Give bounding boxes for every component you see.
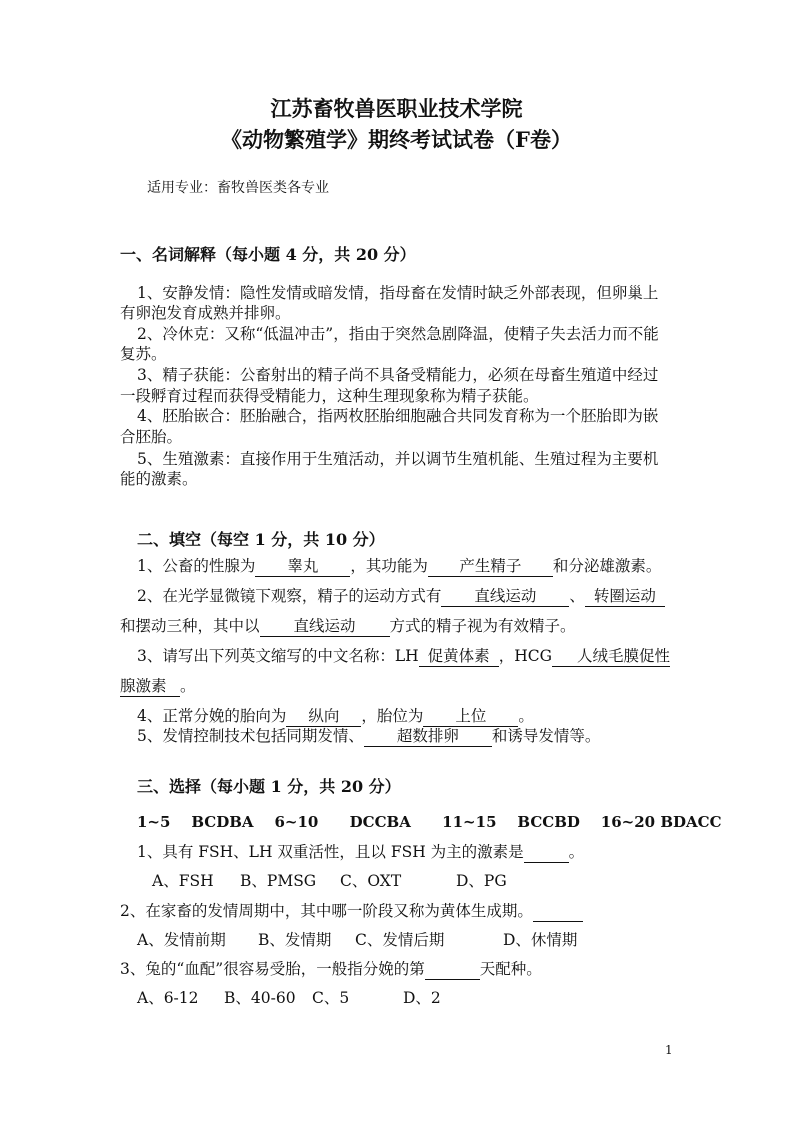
fill-q3-blank2-cont: 腺激素 xyxy=(120,677,180,697)
section1-title: 一、名词解释（每小题 4 分，共 20 分） xyxy=(120,245,416,264)
fill-q2-text-c: 、 xyxy=(569,587,585,605)
choice-q2-blank xyxy=(533,902,583,922)
choice-q2-option-d: D、休情期 xyxy=(503,931,578,949)
fill-q4-text-a: 4、正常分娩的胎向为 xyxy=(137,707,287,725)
fill-q3-blank1: 促黄体素 xyxy=(419,647,499,667)
fill-q3-line1 xyxy=(137,646,670,667)
choice-q1-stem-text: 1、具有 FSH、LH 双重活性，且以 FSH 为主的激素是 xyxy=(137,843,524,861)
fill-q4-blank2: 上位 xyxy=(423,707,518,727)
s1-item2-line2: 复苏。 xyxy=(120,345,167,363)
choice-q3-blank xyxy=(425,960,480,980)
fill-q3-text-d: 。 xyxy=(180,677,196,695)
choice-q2-stem-text: 2、在家畜的发情周期中，其中哪一阶段又称为黄体生成期。 xyxy=(120,902,533,920)
fill-q3-text-a: 3、请写出下列英文缩写的中文名称：LH xyxy=(137,647,419,665)
choice-q3-option-a: A、6-12 xyxy=(137,989,199,1007)
fill-q2-line1 xyxy=(137,586,665,607)
fill-q3-blank2: 人绒毛膜促性 xyxy=(552,647,670,667)
exam-title: 《动物繁殖学》期终考试试卷（F卷） xyxy=(221,127,572,152)
section2-title: 二、填空（每空 1 分，共 10 分） xyxy=(137,530,385,549)
choice-q1-blank xyxy=(524,843,569,863)
fill-q1-text-d: 和分泌雄激素。 xyxy=(552,557,662,575)
s1-item2-line1: 2、冷休克：又称“低温冲击”，指由于突然急剧降温，使精子失去活力而不能 xyxy=(137,325,659,343)
fill-q2-text-line2b: 方式的精子视为有效精子。 xyxy=(389,617,576,635)
choice-q3-option-d: D、2 xyxy=(403,989,441,1007)
s1-item5-line2: 能的激素。 xyxy=(120,470,198,488)
choice-q3-stem xyxy=(120,959,542,980)
fill-q4-text-d: 。 xyxy=(518,707,534,725)
fill-q4-blank1: 纵向 xyxy=(286,707,361,727)
choice-q1-option-c: C、OXT xyxy=(340,872,402,890)
choice-q2-option-c: C、发情后期 xyxy=(355,931,445,949)
fill-q1-blank2: 产生精子 xyxy=(428,557,553,577)
fill-q5-text-d: 和诱导发情等。 xyxy=(491,727,601,745)
choice-q1-stem xyxy=(137,842,584,863)
school-name: 江苏畜牧兽医职业技术学院 xyxy=(270,96,523,121)
fill-q3-line2 xyxy=(120,676,196,697)
fill-q2-blank1: 直线运动 xyxy=(441,587,569,607)
fill-q2-blank3: 直线运动 xyxy=(260,617,390,637)
choice-q1-end: 。 xyxy=(568,843,585,861)
choice-q1-option-a: A、FSH xyxy=(152,872,214,890)
s1-item1-line2: 有卵泡发育成熟并排卵。 xyxy=(120,304,291,322)
fill-q4-text-c: ，胎位为 xyxy=(361,707,424,725)
s1-item4-line2: 合胚胎。 xyxy=(120,428,183,446)
s1-item4-line1: 4、胚胎嵌合：胚胎融合，指两枚胚胎细胞融合共同发育称为一个胚胎即为嵌 xyxy=(137,407,659,425)
fill-q1-blank1: 睾丸 xyxy=(255,557,350,577)
choice-q3-stem-text: 3、兔的“血配”很容易受胎，一般指分娩的第 xyxy=(120,960,425,978)
fill-q1-text-a: 1、公畜的性腺为 xyxy=(137,557,256,575)
fill-q5-text-a: 5、发情控制技术包括同期发情、 xyxy=(137,727,364,745)
fill-q1 xyxy=(137,556,661,577)
choice-q1-option-d: D、PG xyxy=(456,872,507,890)
choice-q3-end: 天配种。 xyxy=(479,960,542,978)
choice-q3-option-b: B、40-60 xyxy=(224,989,296,1007)
section3-title: 三、选择（每小题 1 分，共 20 分） xyxy=(137,777,401,796)
applicable-major: 适用专业：畜牧兽医类各专业 xyxy=(147,180,329,196)
answer-key: 1~5 BCDBA 6~10 DCCBA 11~15 BCCBD 16~20 BDACC xyxy=(137,813,722,831)
choice-q3-option-c: C、5 xyxy=(312,989,350,1007)
choice-q2-stem xyxy=(120,901,583,922)
s1-item3-line2: 一段孵育过程而获得受精能力，这种生理现象称为精子获能。 xyxy=(120,387,539,405)
fill-q2-text-line2a: 和摆动三种，其中以 xyxy=(120,617,260,635)
choice-q2-option-a: A、发情前期 xyxy=(137,931,226,949)
fill-q2-text-a: 2、在光学显微镜下观察，精子的运动方式有 xyxy=(137,587,442,605)
fill-q5 xyxy=(137,726,600,747)
s1-item3-line1: 3、精子获能：公畜射出的精子尚不具备受精能力，必须在母畜生殖道中经过 xyxy=(137,366,659,384)
choice-q2-option-b: B、发情期 xyxy=(258,931,332,949)
page-number: 1 xyxy=(665,1043,673,1057)
fill-q1-text-c: ，其功能为 xyxy=(350,557,428,575)
fill-q4 xyxy=(137,706,534,727)
s1-item5-line1: 5、生殖激素：直接作用于生殖活动，并以调节生殖机能、生殖过程为主要机 xyxy=(137,450,659,468)
fill-q5-blank1: 超数排卵 xyxy=(364,727,492,747)
fill-q2-line2 xyxy=(120,616,576,637)
choice-q1-option-b: B、PMSG xyxy=(240,872,317,890)
s1-item1-line1: 1、安静发情：隐性发情或暗发情，指母畜在发情时缺乏外部表现，但卵巢上 xyxy=(137,284,659,302)
fill-q2-blank2: 转圈运动 xyxy=(585,587,665,607)
fill-q3-text-c: ，HCG xyxy=(498,647,552,665)
